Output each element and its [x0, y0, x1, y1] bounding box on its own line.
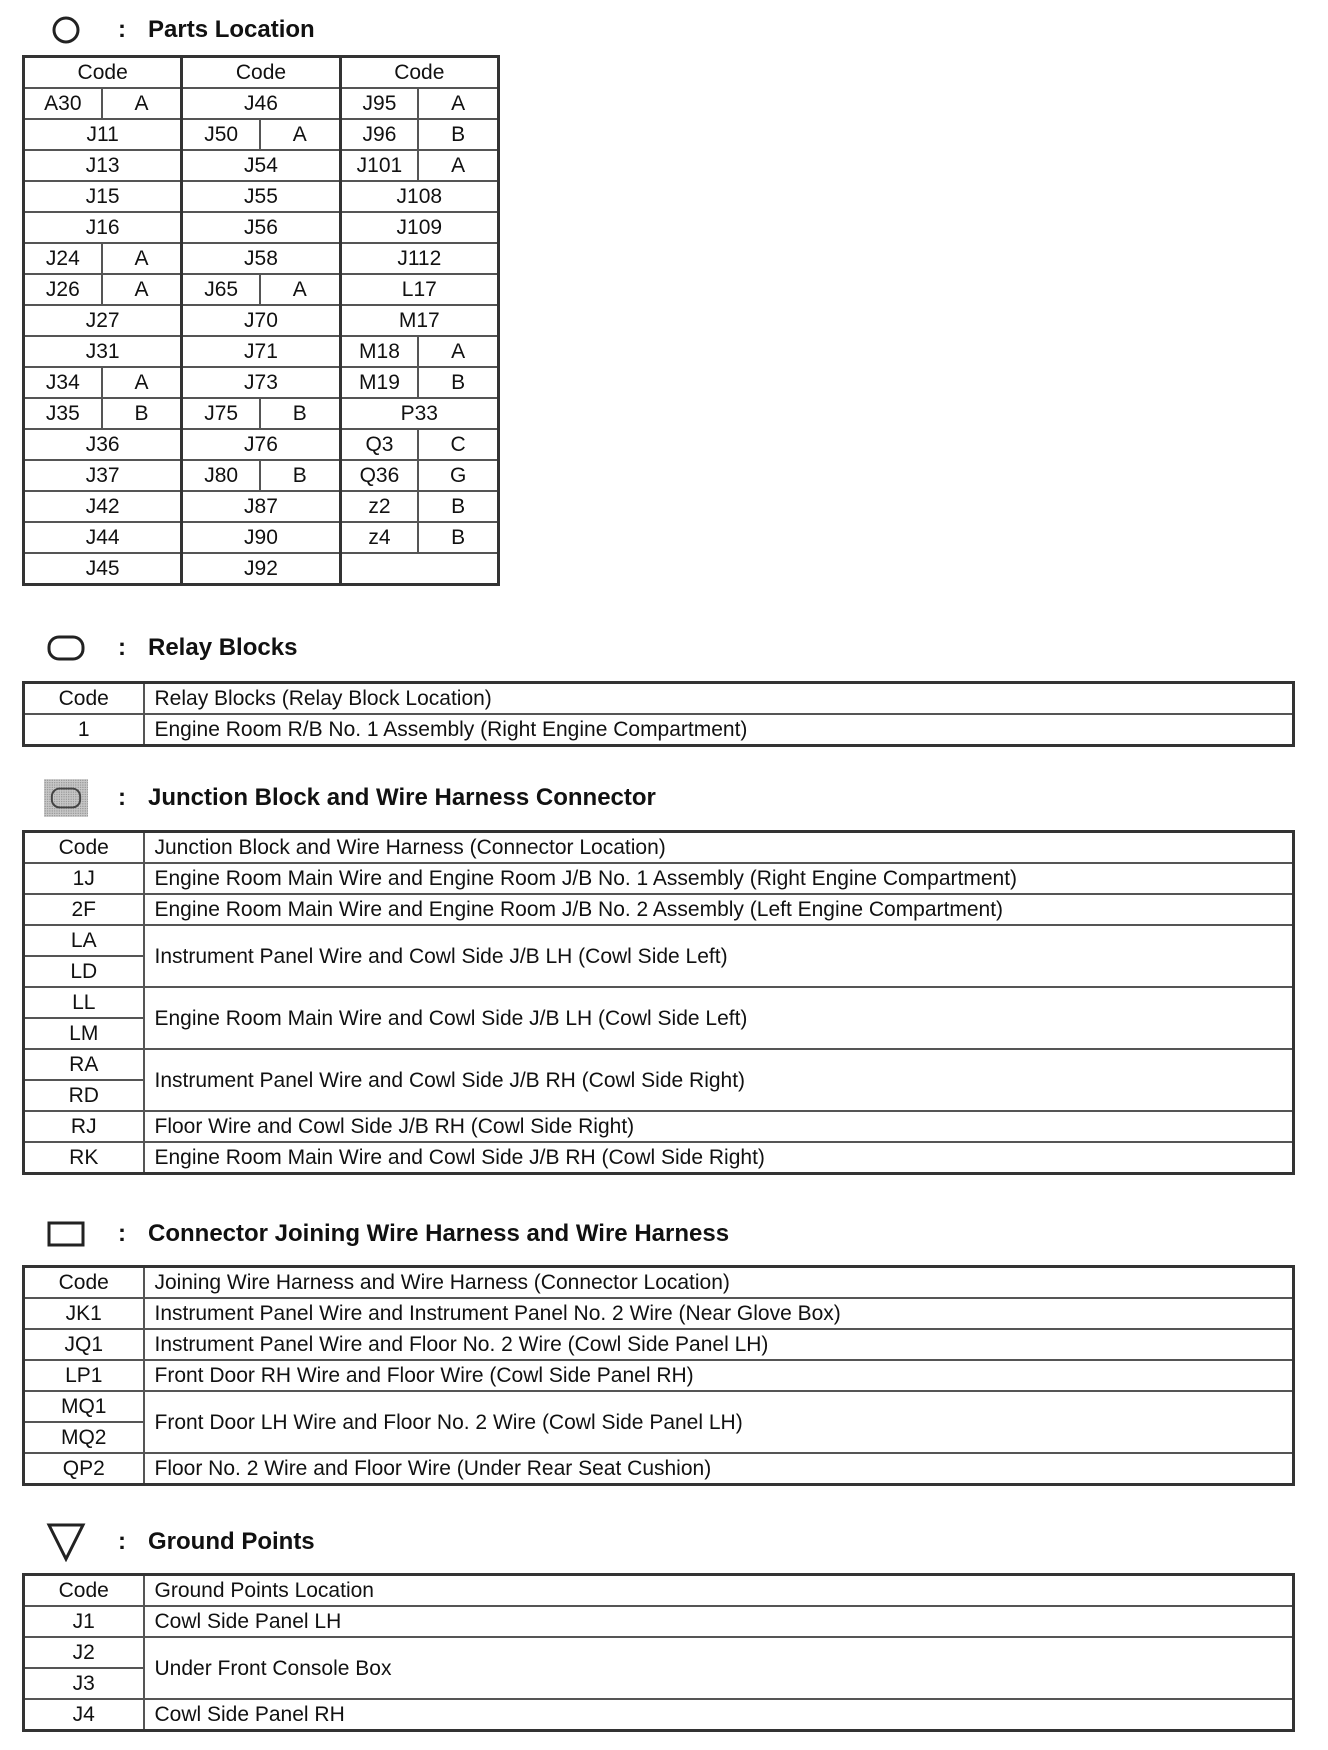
description-cell: Engine Room Main Wire and Cowl Side J/B RH (Cowl Side Right)	[144, 1142, 1294, 1174]
location-letter: A	[260, 119, 340, 150]
circle-icon	[44, 12, 88, 48]
table-row	[24, 429, 499, 460]
table-row	[24, 987, 1294, 1018]
table-row	[24, 1699, 1294, 1731]
location-letter: A	[418, 336, 498, 367]
location-letter: A	[102, 88, 182, 119]
section-colon: :	[118, 16, 126, 43]
description-cell: Engine Room R/B No. 1 Assembly (Right Engine Compartment)	[144, 714, 1294, 746]
code-cell: JQ1	[24, 1329, 144, 1360]
column-header: Code	[340, 57, 498, 89]
part-code: M18	[340, 336, 418, 367]
part-code: L17	[340, 274, 498, 305]
code-cell: RK	[24, 1142, 144, 1174]
relay-blocks-heading	[44, 628, 297, 668]
part-code: J92	[182, 553, 340, 585]
part-code: J45	[24, 553, 182, 585]
ground-points-table	[22, 1573, 1295, 1732]
part-code: J31	[24, 336, 182, 367]
location-letter: A	[102, 243, 182, 274]
part-code: Q36	[340, 460, 418, 491]
section-colon: :	[118, 784, 126, 811]
description-cell: Front Door LH Wire and Floor No. 2 Wire (Cowl Side Panel LH)	[144, 1391, 1294, 1453]
table-header-row	[24, 57, 499, 89]
part-code: J36	[24, 429, 182, 460]
table-row	[24, 119, 499, 150]
table-row	[24, 1111, 1294, 1142]
code-cell: MQ1	[24, 1391, 144, 1422]
table-row	[24, 1453, 1294, 1485]
code-cell: RA	[24, 1049, 144, 1080]
code-cell: LD	[24, 956, 144, 987]
part-code: J58	[182, 243, 340, 274]
section-title: Junction Block and Wire Harness Connector	[148, 784, 656, 811]
table-row	[24, 305, 499, 336]
shaded-rounded-rectangle-icon	[44, 780, 88, 816]
location-letter: B	[260, 398, 340, 429]
table-header-row	[24, 683, 1294, 715]
table-row	[24, 1637, 1294, 1668]
description-cell: Instrument Panel Wire and Cowl Side J/B LH (Cowl Side Left)	[144, 925, 1294, 987]
table-row	[24, 88, 499, 119]
part-code: J73	[182, 367, 340, 398]
part-code: Q3	[340, 429, 418, 460]
part-code: J71	[182, 336, 340, 367]
connector-joining-table	[22, 1265, 1295, 1486]
description-cell: Cowl Side Panel RH	[144, 1699, 1294, 1731]
part-code: J96	[340, 119, 418, 150]
part-code: J50	[182, 119, 260, 150]
section-title: Relay Blocks	[148, 634, 298, 661]
table-row	[24, 243, 499, 274]
code-cell: RJ	[24, 1111, 144, 1142]
location-letter: A	[418, 150, 498, 181]
part-code: J24	[24, 243, 102, 274]
table-row	[24, 863, 1294, 894]
table-row	[24, 1329, 1294, 1360]
part-code: J26	[24, 274, 102, 305]
part-code: J87	[182, 491, 340, 522]
code-cell: RD	[24, 1080, 144, 1111]
code-cell: 2F	[24, 894, 144, 925]
location-letter: A	[102, 367, 182, 398]
part-code: z4	[340, 522, 418, 553]
part-code: J42	[24, 491, 182, 522]
description-cell: Instrument Panel Wire and Instrument Panel No. 2 Wire (Near Glove Box)	[144, 1298, 1294, 1329]
junction-block-heading	[44, 778, 656, 818]
section-title: Connector Joining Wire Harness and Wire Harness	[148, 1220, 730, 1247]
code-header: Code	[24, 1267, 144, 1299]
table-row	[24, 1142, 1294, 1174]
table-header-row	[24, 1267, 1294, 1299]
part-code: J112	[340, 243, 498, 274]
table-row	[24, 1298, 1294, 1329]
code-cell: J1	[24, 1606, 144, 1637]
section-colon: :	[118, 1528, 126, 1555]
code-cell: QP2	[24, 1453, 144, 1485]
part-code: J11	[24, 119, 182, 150]
part-code: A30	[24, 88, 102, 119]
parts-location-table	[22, 55, 500, 586]
table-row	[24, 522, 499, 553]
part-code: J90	[182, 522, 340, 553]
ground-points-heading	[44, 1522, 315, 1562]
table-header-row	[24, 1575, 1294, 1607]
table-row	[24, 1391, 1294, 1422]
code-cell: J2	[24, 1637, 144, 1668]
location-letter: B	[418, 491, 498, 522]
location-letter: A	[260, 274, 340, 305]
table-row	[24, 274, 499, 305]
table-row	[24, 714, 1294, 746]
part-code: J37	[24, 460, 182, 491]
parts-location-heading	[44, 10, 315, 50]
table-row	[24, 150, 499, 181]
description-cell: Engine Room Main Wire and Cowl Side J/B LH (Cowl Side Left)	[144, 987, 1294, 1049]
rectangle-icon	[44, 1216, 88, 1252]
description-header: Junction Block and Wire Harness (Connector Location)	[144, 832, 1294, 864]
location-letter: G	[418, 460, 498, 491]
code-cell: LP1	[24, 1360, 144, 1391]
table-header-row	[24, 832, 1294, 864]
part-code: J15	[24, 181, 182, 212]
location-letter: B	[418, 522, 498, 553]
table-row	[24, 336, 499, 367]
code-cell: J3	[24, 1668, 144, 1699]
code-header: Code	[24, 1575, 144, 1607]
description-header: Relay Blocks (Relay Block Location)	[144, 683, 1294, 715]
part-code: z2	[340, 491, 418, 522]
part-code: J54	[182, 150, 340, 181]
part-code: J16	[24, 212, 182, 243]
location-letter: B	[418, 119, 498, 150]
table-row	[24, 894, 1294, 925]
code-header: Code	[24, 832, 144, 864]
description-cell: Engine Room Main Wire and Engine Room J/B No. 2 Assembly (Left Engine Compartment)	[144, 894, 1294, 925]
section-colon: :	[118, 634, 126, 661]
table-row	[24, 398, 499, 429]
section-title: Ground Points	[148, 1528, 315, 1555]
column-header: Code	[24, 57, 182, 89]
code-cell: LL	[24, 987, 144, 1018]
table-row	[24, 367, 499, 398]
location-letter: C	[418, 429, 498, 460]
table-row	[24, 181, 499, 212]
table-row	[24, 212, 499, 243]
description-cell: Engine Room Main Wire and Engine Room J/B No. 1 Assembly (Right Engine Compartment)	[144, 863, 1294, 894]
table-row	[24, 491, 499, 522]
part-code: J27	[24, 305, 182, 336]
part-code: J109	[340, 212, 498, 243]
code-cell: MQ2	[24, 1422, 144, 1453]
description-header: Joining Wire Harness and Wire Harness (Connector Location)	[144, 1267, 1294, 1299]
part-code: J35	[24, 398, 102, 429]
part-code: P33	[340, 398, 498, 429]
part-code: J13	[24, 150, 182, 181]
part-code: J44	[24, 522, 182, 553]
part-code: J101	[340, 150, 418, 181]
part-code: J34	[24, 367, 102, 398]
part-code: J65	[182, 274, 260, 305]
rounded-rectangle-icon	[44, 630, 88, 666]
part-code: M19	[340, 367, 418, 398]
description-cell: Cowl Side Panel LH	[144, 1606, 1294, 1637]
code-header: Code	[24, 683, 144, 715]
location-letter: B	[418, 367, 498, 398]
part-code: J95	[340, 88, 418, 119]
code-cell: 1	[24, 714, 144, 746]
description-cell: Instrument Panel Wire and Cowl Side J/B RH (Cowl Side Right)	[144, 1049, 1294, 1111]
table-row	[24, 925, 1294, 956]
connector-joining-heading	[44, 1214, 729, 1254]
code-cell: LM	[24, 1018, 144, 1049]
description-cell: Under Front Console Box	[144, 1637, 1294, 1699]
description-cell: Instrument Panel Wire and Floor No. 2 Wire (Cowl Side Panel LH)	[144, 1329, 1294, 1360]
relay-blocks-table	[22, 681, 1295, 747]
triangle-icon	[44, 1524, 88, 1560]
section-colon: :	[118, 1220, 126, 1247]
column-header: Code	[182, 57, 340, 89]
location-letter: A	[418, 88, 498, 119]
part-code: J76	[182, 429, 340, 460]
section-title: Parts Location	[148, 16, 315, 43]
table-row	[24, 1049, 1294, 1080]
description-cell: Floor No. 2 Wire and Floor Wire (Under Rear Seat Cushion)	[144, 1453, 1294, 1485]
part-code: J108	[340, 181, 498, 212]
part-code	[340, 553, 498, 585]
part-code: M17	[340, 305, 498, 336]
code-cell: JK1	[24, 1298, 144, 1329]
description-header: Ground Points Location	[144, 1575, 1294, 1607]
location-letter: B	[260, 460, 340, 491]
description-cell: Front Door RH Wire and Floor Wire (Cowl Side Panel RH)	[144, 1360, 1294, 1391]
table-row	[24, 1606, 1294, 1637]
table-row	[24, 553, 499, 585]
part-code: J80	[182, 460, 260, 491]
code-cell: 1J	[24, 863, 144, 894]
description-cell: Floor Wire and Cowl Side J/B RH (Cowl Side Right)	[144, 1111, 1294, 1142]
junction-block-table	[22, 830, 1295, 1175]
code-cell: LA	[24, 925, 144, 956]
location-letter: A	[102, 274, 182, 305]
table-row	[24, 1360, 1294, 1391]
part-code: J46	[182, 88, 340, 119]
part-code: J56	[182, 212, 340, 243]
part-code: J70	[182, 305, 340, 336]
part-code: J75	[182, 398, 260, 429]
table-row	[24, 460, 499, 491]
location-letter: B	[102, 398, 182, 429]
code-cell: J4	[24, 1699, 144, 1731]
part-code: J55	[182, 181, 340, 212]
